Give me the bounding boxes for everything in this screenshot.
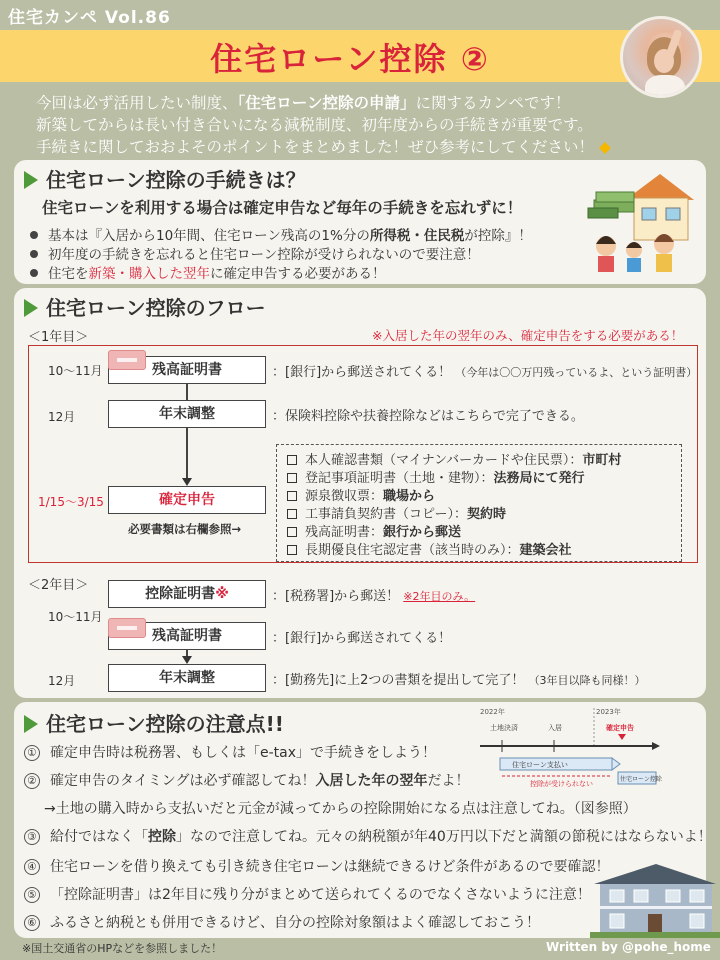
intro-bold: 「住宅ローン控除の申請」 <box>237 94 416 112</box>
page-title: 住宅ローン控除 ② <box>210 40 490 78</box>
series-label: 住宅カンペ Vol.86 <box>8 8 171 28</box>
procedure-bullet-1: 基本は『入居から10年間、住宅ローン残高の1%分の所得税・住民税が控除』！ <box>30 224 532 244</box>
footer-credit: Written by @pohe_home <box>546 940 711 954</box>
arrow-down-icon <box>182 656 192 664</box>
section-flow-heading: 住宅ローン控除のフロー <box>24 292 266 321</box>
arrow-down-icon <box>182 478 192 486</box>
procedure-lead: 住宅ローンを利用する場合は確定申告など毎年の手続きを忘れずに！ <box>42 199 523 217</box>
svg-text:住宅ローン支払い: 住宅ローン支払い <box>512 761 568 769</box>
doc-item: 本人確認書類（マイナンバーカードや住民票）：市町村 <box>287 449 621 468</box>
y2-step1-desc: ：[税務署]から郵送！ ※2年目のみ。 <box>272 589 476 604</box>
procedure-bullet-3: 住宅を新築・購入した翌年に確定申告する必要がある！ <box>30 262 386 282</box>
caution-6: ⑥ ふるさと納税とも併用できるけど、自分の控除対象額はよく確認しておこう！ <box>24 912 540 932</box>
y1-step1-desc: ：[銀行]から郵送されてくる！ （今年は〇〇万円残っているよ、という証明書） <box>272 365 698 380</box>
procedure-bullet-2: 初年度の手続きを忘れると住宅ローン控除が受けられないので要注意！ <box>30 243 480 263</box>
doc-item: 登記事項証明書（土地・建物）：法務局にて発行 <box>287 467 585 486</box>
y1-step3-label: 1/15～3/15 <box>38 495 104 509</box>
svg-text:2022年: 2022年 <box>480 708 505 716</box>
y1-step1-box: 残高証明書 <box>108 356 266 384</box>
y1-step3-box: 確定申告 <box>108 486 266 514</box>
y1-step2-box: 年末調整 <box>108 400 266 428</box>
author-avatar <box>620 16 702 98</box>
caution-4: ④ 住宅ローンを借り換えても引き続き住宅ローンは継続できるけど条件があるので要確認！ <box>24 856 609 876</box>
caution-5: ⑤ 「控除証明書」は2年目に残り分がまとめて送られてくるのでなくさないように注意！ <box>24 884 591 904</box>
checkbox-icon <box>287 473 297 483</box>
y2-step3-desc: ：[勤務先]に上2つの書類を提出して完了！ （3年目以降も同様！） <box>272 673 646 688</box>
triangle-icon <box>24 715 38 733</box>
y1-step2-label: 12月 <box>48 410 76 424</box>
y1-step2-desc: ：保険料控除や扶養控除などはこちらで完了できる。 <box>272 409 584 424</box>
svg-text:入居: 入居 <box>548 724 562 732</box>
required-docs-note: 必要書類は右欄参照→ <box>128 522 242 536</box>
caution-3: ③ 給付ではなく「控除」なので注意してね。元々の納税額が年40万円以下だと満額の節税にはならないよ！ <box>24 826 712 846</box>
y2-step1-box: 控除証明書※ <box>108 580 266 608</box>
svg-text:住宅ローン控除: 住宅ローン控除 <box>620 776 662 783</box>
svg-text:2023年: 2023年 <box>596 708 621 716</box>
year2-label: ＜2年目＞ <box>28 578 89 593</box>
intro-text: 今回は必ず活用したい制度、「住宅ローン控除の申請」に関するカンペです！ 新築してからは長い付き合いになる減税制度、初年度からの手続きが重要です。 手続きに関しておおよそのポイントをまとめました！ぜひ参考にしてください！ ◆ <box>36 94 611 156</box>
y2-step3-label: 12月 <box>48 674 76 688</box>
year1-note: ※入居した年の翌年のみ、確定申告をする必要がある！ <box>372 328 684 343</box>
y2-step2-box: 残高証明書 <box>108 622 266 650</box>
y2-step2-desc: ：[銀行]から郵送されてくる！ <box>272 631 452 646</box>
house-photo <box>590 862 720 938</box>
checkbox-icon <box>287 545 297 555</box>
svg-text:土地決済: 土地決済 <box>490 724 518 732</box>
caution-1: ① 確定申告時は税務署、もしくは「e-tax」で手続きをしよう！ <box>24 742 436 762</box>
checkbox-icon <box>287 527 297 537</box>
y2-step3-box: 年末調整 <box>108 664 266 692</box>
y2-step2-label: 10～11月 <box>48 610 103 624</box>
checkbox-icon <box>287 491 297 501</box>
family-house-illustration <box>576 170 700 274</box>
doc-item: 残高証明書：銀行から郵送 <box>287 521 461 540</box>
diamond-icon: ◆ <box>598 138 611 156</box>
caution-2: ② 確定申告のタイミングは必ず確認してね！入居した年の翌年だよ！ <box>24 770 469 790</box>
triangle-icon <box>24 171 38 189</box>
year1-label: ＜1年目＞ <box>28 330 89 345</box>
doc-item: 長期優良住宅認定書（該当時のみ）：建築会社 <box>287 539 572 558</box>
doc-item: 工事請負契約書（コピー）：契約時 <box>287 503 506 522</box>
section-cautions-heading: 住宅ローン控除の注意点!! <box>24 708 284 737</box>
footer-source: ※国土交通省のHPなどを参照しました！ <box>22 942 223 955</box>
required-docs-list <box>276 444 682 562</box>
doc-item: 源泉徴収票：職場から <box>287 485 435 504</box>
checkbox-icon <box>287 455 297 465</box>
triangle-icon <box>24 299 38 317</box>
y1-step1-label: 10～11月 <box>48 364 103 378</box>
stamp-icon <box>108 618 146 638</box>
section-procedure-heading: 住宅ローン控除の手続きは？ <box>24 164 306 193</box>
svg-text:確定申告: 確定申告 <box>606 724 634 732</box>
checkbox-icon <box>287 509 297 519</box>
caution-2-sub: →土地の購入時から支払いだと元金が減ってからの控除開始になる点は注意してね。（図参照） <box>44 801 637 817</box>
stamp-icon <box>108 350 146 370</box>
svg-text:控除が受けられない: 控除が受けられない <box>530 780 593 788</box>
loan-timeline-diagram <box>478 706 662 796</box>
